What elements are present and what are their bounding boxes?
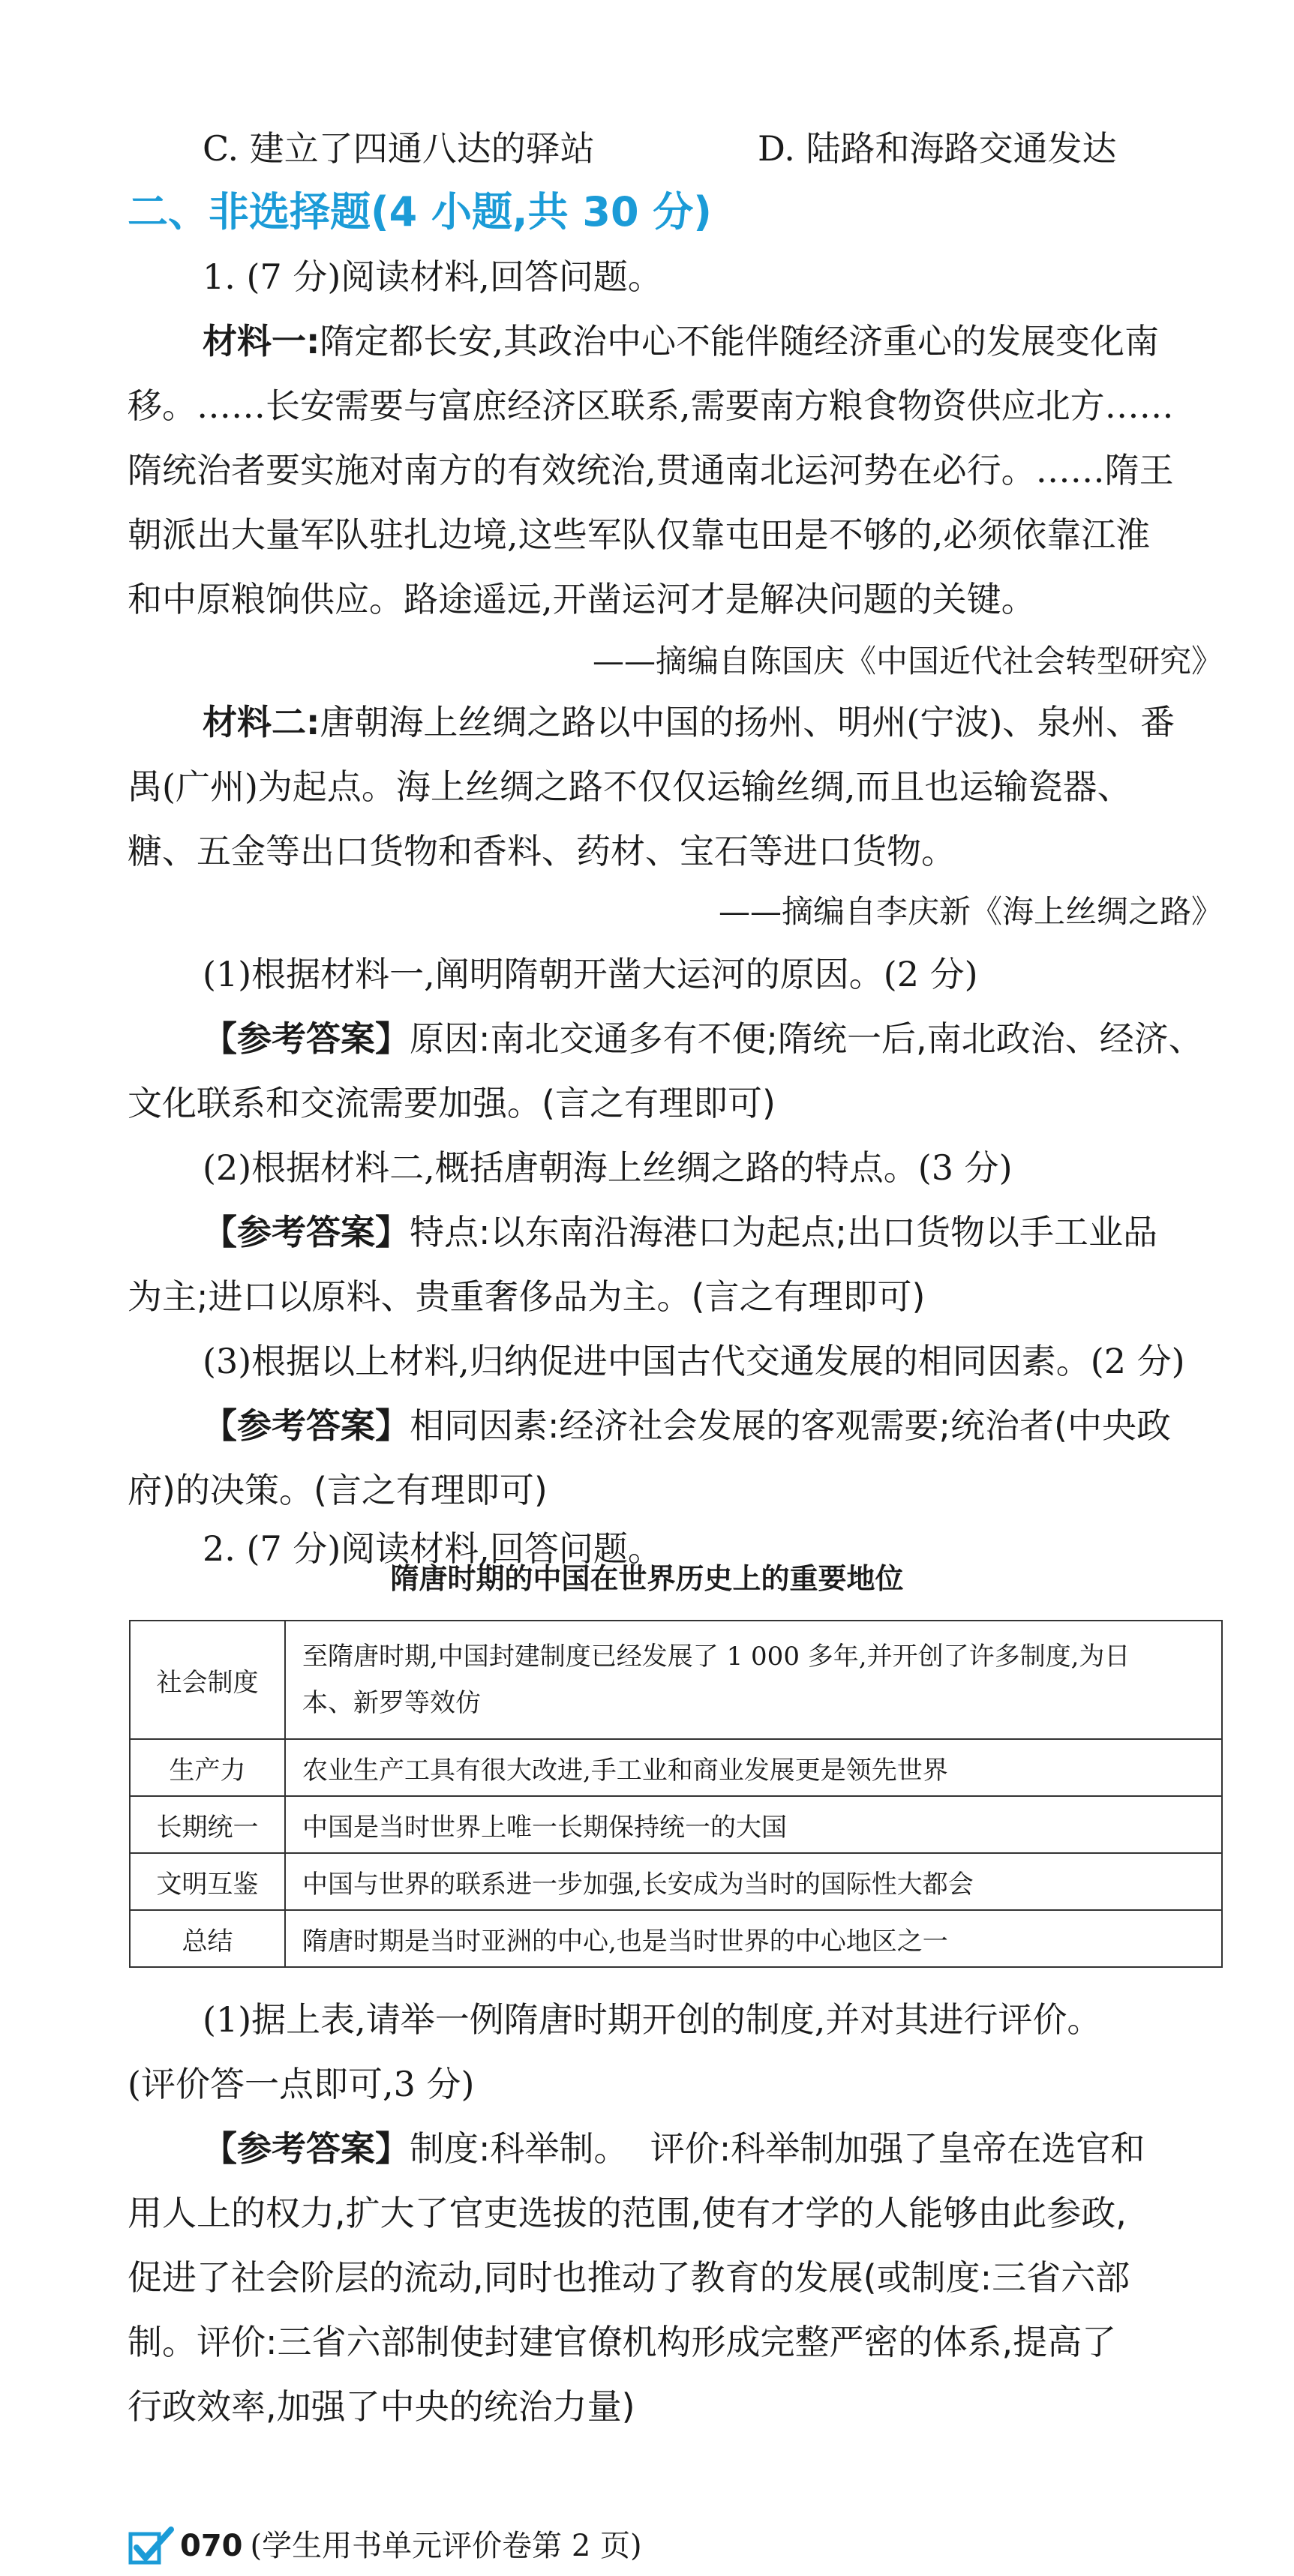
material1-label: 材料一:: [203, 321, 320, 361]
status-table: [129, 1620, 1223, 1968]
table-row: [130, 1796, 1222, 1853]
q1-answer3-line2: 府)的决策。(言之有理即可): [128, 1470, 548, 1510]
material2-source: ——摘编自李庆新《海上丝绸之路》: [718, 893, 1223, 930]
q1-material1-line2: 移。……长安需要与富庶经济区联系,需要南方粮食物资供应北方……: [128, 385, 1174, 426]
table-key: 生产力: [130, 1739, 285, 1796]
table-key: 总结: [130, 1910, 285, 1967]
answer-label: 【参考答案】: [203, 2128, 410, 2169]
table-key: 文明互鉴: [130, 1853, 285, 1910]
q2-answer-line3: 促进了社会阶层的流动,同时也推动了教育的发展(或制度:三省六部: [128, 2257, 1130, 2298]
answer-label: 【参考答案】: [203, 1018, 410, 1059]
q1-material2-line2: 禺(广州)为起点。海上丝绸之路不仅仅运输丝绸,而且也运输瓷器、: [128, 766, 1132, 807]
q1-material1-line4: 朝派出大量军队驻扎边境,这些军队仅靠屯田是不够的,必须依靠江淮: [128, 514, 1151, 555]
table-value: 至隋唐时期,中国封建制度已经发展了 1 000 多年,并开创了许多制度,为日 本、新罗等效仿: [285, 1621, 1222, 1739]
q1-sub2: (2)根据材料二,概括唐朝海上丝绸之路的特点。(3 分): [203, 1147, 1013, 1188]
q1-answer3-line1: 【参考答案】相同因素:经济社会发展的客观需要;统治者(中央政: [203, 1405, 1171, 1446]
q1-material2-line3: 糖、五金等出口货物和香料、药材、宝石等进口货物。: [128, 831, 956, 871]
q2-sub1-line1: (1)据上表,请举一例隋唐时期开创的制度,并对其进行评价。: [203, 1999, 1102, 2040]
table-key: 长期统一: [130, 1796, 285, 1853]
answer-label: 【参考答案】: [203, 1212, 410, 1252]
table-title: 隋唐时期的中国在世界历史上的重要地位: [390, 1562, 904, 1595]
q2-stem: 2. (7 分)阅读材料,回答问题。: [203, 1528, 662, 1569]
q1-material2-line1: 材料二:唐朝海上丝绸之路以中国的扬州、明州(宁波)、泉州、番: [203, 702, 1175, 742]
page-footer: [128, 2524, 642, 2569]
table-row: [130, 1621, 1222, 1739]
table-value: 中国是当时世界上唯一长期保持统一的大国: [285, 1796, 1222, 1853]
table-row: [130, 1910, 1222, 1967]
q1-answer1-line1: 【参考答案】原因:南北交通多有不便;隋统一后,南北政治、经济、: [203, 1018, 1203, 1059]
table-value: 中国与世界的联系进一步加强,长安成为当时的国际性大都会: [285, 1853, 1222, 1910]
table-row: [130, 1853, 1222, 1910]
table-key: 社会制度: [130, 1621, 285, 1739]
table-row: [130, 1739, 1222, 1796]
q1-material1-line5: 和中原粮饷供应。路途遥远,开凿运河才是解决问题的关键。: [128, 579, 1036, 619]
q2-answer-line1: 【参考答案】制度:科举制。 评价:科举制加强了皇帝在选官和: [203, 2128, 1145, 2169]
table-value: 农业生产工具有很大改进,手工业和商业发展更是领先世界: [285, 1739, 1222, 1796]
q2-answer-line2: 用人上的权力,扩大了官吏选拔的范围,使有才学的人能够由此参政,: [128, 2193, 1127, 2233]
option-d: D. 陆路和海路交通发达: [758, 128, 1117, 169]
material1-source: ——摘编自陈国庆《中国近代社会转型研究》: [592, 643, 1223, 679]
option-c: C. 建立了四通八达的驿站: [203, 128, 595, 169]
checkbox-logo-icon: [128, 2527, 176, 2566]
section-title: 二、非选择题(4 小题,共 30 分): [128, 188, 712, 235]
page-number: 070: [180, 2529, 243, 2563]
q1-material1-line1: 材料一:隋定都长安,其政治中心不能伴随经济重心的发展变化南: [203, 321, 1160, 361]
q2-answer-line4: 制。评价:三省六部制使封建官僚机构形成完整严密的体系,提高了: [128, 2322, 1117, 2362]
footer-text: (学生用书单元评价卷第 2 页): [250, 2529, 642, 2563]
q1-stem: 1. (7 分)阅读材料,回答问题。: [203, 256, 662, 297]
q2-answer-line5: 行政效率,加强了中央的统治力量): [128, 2386, 635, 2427]
q1-sub1: (1)根据材料一,阐明隋朝开凿大运河的原因。(2 分): [203, 954, 978, 994]
material2-label: 材料二:: [203, 702, 320, 742]
q1-sub3: (3)根据以上材料,归纳促进中国古代交通发展的相同因素。(2 分): [203, 1341, 1185, 1381]
q2-sub1-line2: (评价答一点即可,3 分): [128, 2064, 475, 2104]
q1-answer1-line2: 文化联系和交流需要加强。(言之有理即可): [128, 1083, 776, 1123]
q1-answer2-line1: 【参考答案】特点:以东南沿海港口为起点;出口货物以手工业品: [203, 1212, 1157, 1252]
q1-material1-line3: 隋统治者要实施对南方的有效统治,贯通南北运河势在必行。……隋王: [128, 450, 1174, 490]
table-value: 隋唐时期是当时亚洲的中心,也是当时世界的中心地区之一: [285, 1910, 1222, 1967]
answer-label: 【参考答案】: [203, 1405, 410, 1446]
q1-answer2-line2: 为主;进口以原料、贵重奢侈品为主。(言之有理即可): [128, 1276, 926, 1317]
